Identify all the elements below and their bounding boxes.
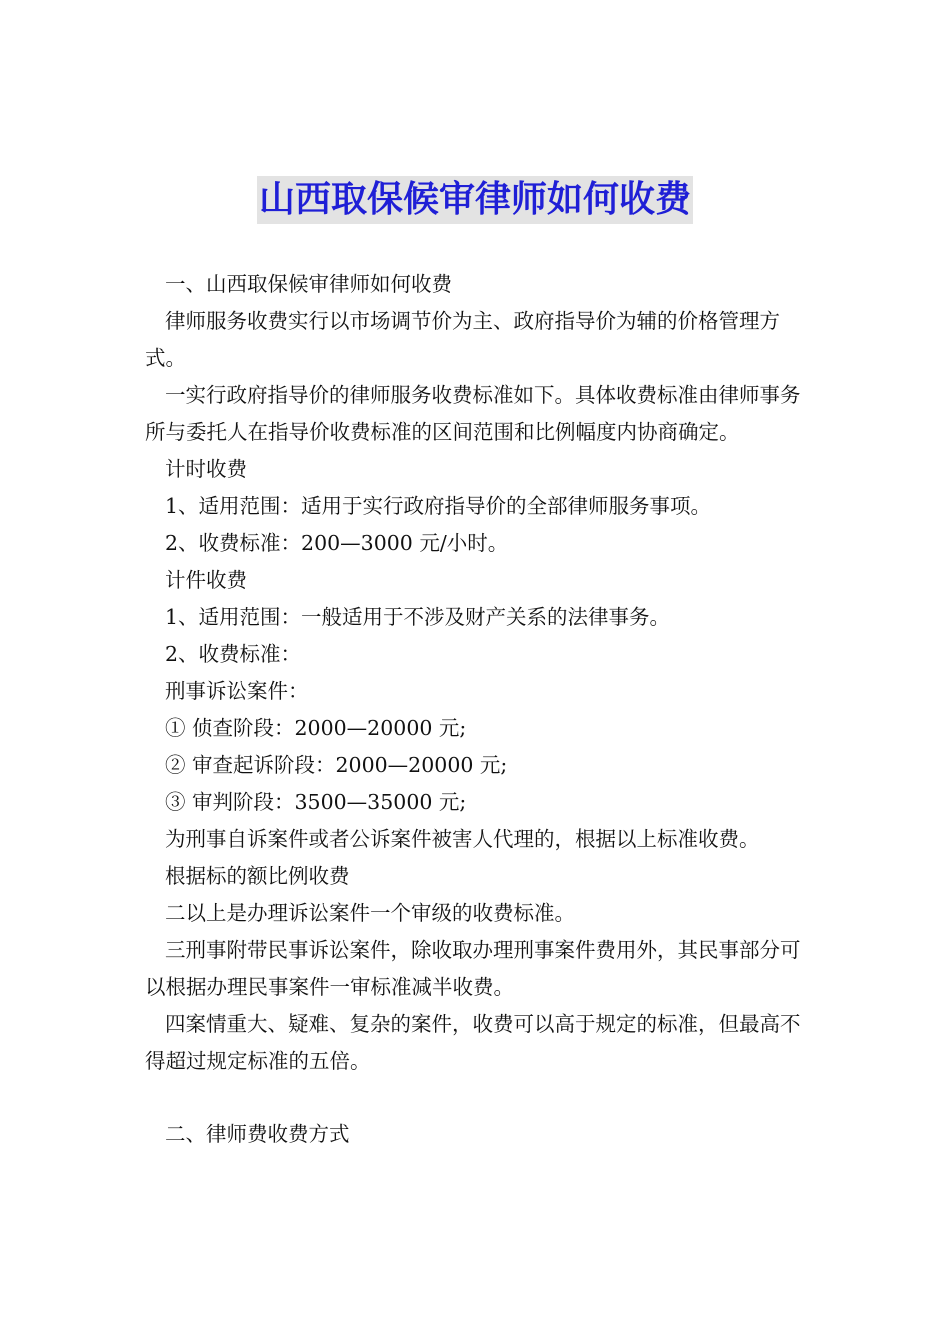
per-case-standard: 2、收费标准： [165, 642, 302, 666]
section-heading-1: 一、山西取保候审律师如何收费 [165, 272, 452, 296]
note-civil-incidental: 三刑事附带民事诉讼案件，除收取办理刑事案件费用外，其民事部分可以根据办理民事案件一审标准减半收费。 [145, 938, 801, 999]
stage-investigation: ① 侦查阶段：2000—20000 元; [165, 716, 467, 740]
stage-prosecution-review: ② 审查起诉阶段：2000—20000 元; [165, 753, 508, 777]
section-heading-2: 二、律师费收费方式 [165, 1122, 350, 1146]
per-case-scope: 1、适用范围：一般适用于不涉及财产关系的法律事务。 [165, 605, 671, 629]
subheading-per-case: 计件收费 [165, 568, 247, 592]
document-title: 山西取保候审律师如何收费 [257, 176, 693, 224]
criminal-cases-label: 刑事诉讼案件： [165, 679, 309, 703]
section-spacer [145, 1080, 805, 1116]
subheading-proportional: 根据标的额比例收费 [165, 864, 350, 888]
private-prosecution-note: 为刑事自诉案件或者公诉案件被害人代理的，根据以上标准收费。 [165, 827, 760, 851]
document-body [145, 266, 805, 1153]
paragraph-pricing-method: 律师服务收费实行以市场调节价为主、政府指导价为辅的价格管理方式。 [145, 309, 780, 370]
hourly-scope: 1、适用范围：适用于实行政府指导价的全部律师服务事项。 [165, 494, 712, 518]
hourly-standard: 2、收费标准：200—3000 元/小时。 [165, 531, 509, 555]
note-complex-cases: 四案情重大、疑难、复杂的案件，收费可以高于规定的标准，但最高不得超过规定标准的五倍。 [145, 1012, 801, 1073]
note-one-instance: 二以上是办理诉讼案件一个审级的收费标准。 [165, 901, 575, 925]
paragraph-guidance-standard: 一实行政府指导价的律师服务收费标准如下。具体收费标准由律师事务所与委托人在指导价收费标准的区间范围和比例幅度内协商确定。 [145, 383, 801, 444]
title-container [0, 176, 950, 224]
subheading-hourly: 计时收费 [165, 457, 247, 481]
stage-trial: ③ 审判阶段：3500—35000 元; [165, 790, 467, 814]
